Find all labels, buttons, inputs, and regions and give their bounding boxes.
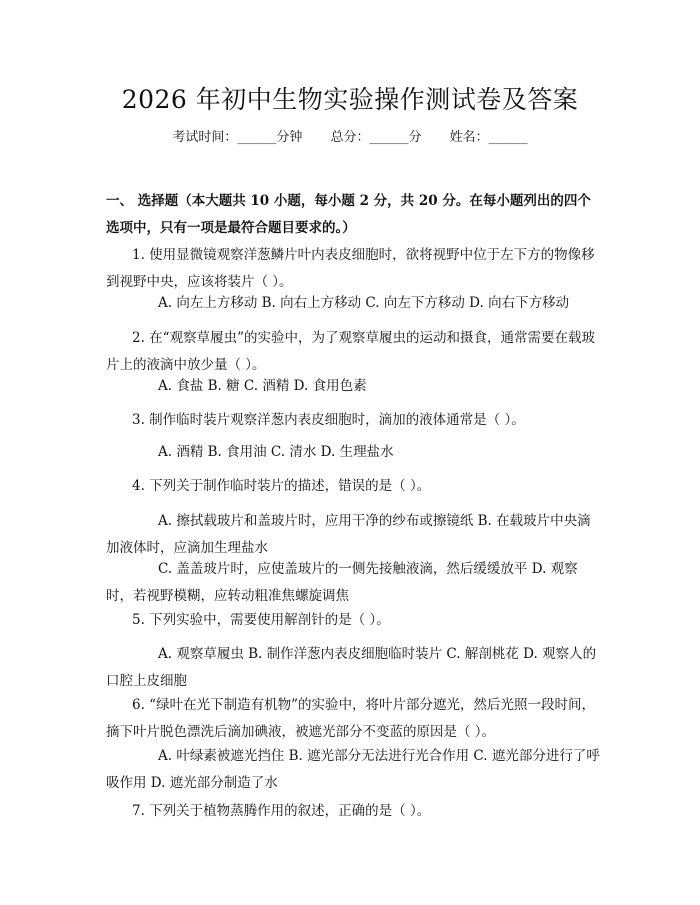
question-4-options-b: C. 盖盖玻片时，应使盖玻片的一侧先接触液滴，然后缓缓放平 D. 观察时，若视野模糊，应转动粗准焦螺旋调焦 — [106, 561, 578, 604]
question-6-options: A. 叶绿素被遮光挡住 B. 遮光部分无法进行光合作用 C. 遮光部分进行了呼吸作用 D. 遮光部分制造了水 — [106, 748, 600, 791]
page-title: 2026 年初中生物实验操作测试卷及答案 — [121, 85, 579, 114]
question-3-options: A. 酒精 B. 食用油 C. 清水 D. 生理盐水 — [158, 444, 394, 460]
question-4-options-a: A. 擦拭载玻片和盖玻片时，应用干净的纱布或擦镜纸 B. 在载玻片中央滴加液体时，应滴加生理盐水 — [106, 513, 591, 556]
total-score: 总分：______分 — [330, 130, 422, 145]
question-2: 2. 在“观察草履虫”的实验中，为了观察草履虫的运动和摄食，通常需要在载玻片上的液滴中放少量（ ）。 — [106, 330, 595, 373]
student-name: 姓名：______ — [449, 130, 528, 145]
question-1-options: A. 向左上方移动 B. 向右上方移动 C. 向左下方移动 D. 向右下方移动 — [158, 295, 570, 311]
question-4: 4. 下列关于制作临时装片的描述，错误的是（ ）。 — [132, 478, 431, 494]
question-3: 3. 制作临时装片观察洋葱内表皮细胞时，滴加的液体通常是（ ）。 — [132, 412, 525, 428]
question-6: 6. “绿叶在光下制造有机物”的实验中，将叶片部分遮光，然后光照一段时间，摘下叶片脱色漂洗后滴加碘液，被遮光部分不变蓝的原因是（ ）。 — [106, 697, 595, 740]
question-7: 7. 下列关于植物蒸腾作用的叙述，正确的是（ ）。 — [132, 803, 431, 819]
exam-time: 考试时间：______分钟 — [172, 130, 303, 145]
question-5-options: A. 观察草履虫 B. 制作洋葱内表皮细胞临时装片 C. 解剖桃花 D. 观察人的口腔上皮细胞 — [106, 646, 597, 689]
section-heading: 一、 选择题（本大题共 10 小题，每小题 2 分，共 20 分。在每小题列出的四个选项中，只有一项是最符合题目要求的。） — [106, 193, 591, 236]
question-2-options: A. 食盐 B. 糖 C. 酒精 D. 食用色素 — [158, 378, 367, 394]
exam-info — [0, 128, 700, 148]
question-1: 1. 使用显微镜观察洋葱鳞片叶内表皮细胞时，欲将视野中位于左下方的物像移到视野中央，应该将装片（ ）。 — [106, 247, 595, 290]
question-5: 5. 下列实验中，需要使用解剖针的是（ ）。 — [132, 612, 390, 628]
